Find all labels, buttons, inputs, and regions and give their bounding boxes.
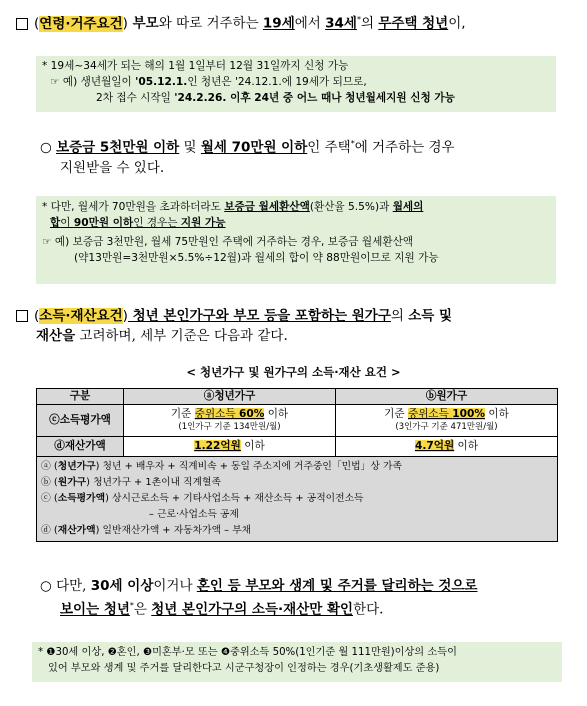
exception-paragraph: ○ 다만, 30세 이상이거나 혼인 등 부모와 생계 및 주거를 달리하는 것으로 보이는 청년*은 청년 본인가구의 소득·재산만 확인한다. (40, 578, 478, 618)
footnote-youth: ⓐ (청년가구) 청년 + 배우자 + 직계비속 + 동일 주소지에 거주중인「민법」상 가족 (41, 461, 402, 472)
table-footnotes (36, 457, 558, 542)
section1-heading: (연령·거주요건) 부모와 따로 거주하는 19세에서 34세*의 무주택 청년이, (16, 10, 576, 34)
age-residence-tag: 연령·거주요건 (39, 15, 123, 32)
exception-note-line1: * ❶30세 이상, ❷혼인, ❸미혼부·모 또는 ❹중위소득 50%(1인기준 월 111만원)이상의 소득이 (38, 647, 457, 658)
exception-note-line2: 있어 부모와 생계 및 주거를 달리한다고 시군구청장이 인정하는 경우(기초생활제도 준용) (48, 663, 440, 674)
table-caption: < 청년가구 및 원가구의 소득·재산 요건 > (186, 365, 401, 379)
rent-note-line4: (약13만원=3천만원×5.5%÷12월)과 월세의 합이 약 88만원이므로 지원 가능 (74, 252, 439, 264)
cell-youth-asset: 1.22억원 이하 (124, 437, 336, 457)
rent-note-line2: 합이 90만원 이하인 경우는 지원 가능 (50, 217, 226, 229)
footnote-income-deduction: – 근로·사업소득 공제 (149, 509, 239, 520)
table-header-youth: ⓐ청년가구 (124, 389, 336, 405)
rent-note-line1: * 다만, 월세가 70만원을 초과하더라도 보증금 월세환산액(환산율 5.5%)과 월세의 (42, 201, 424, 213)
cell-origin-income: 기준 중위소득 100% 이하 (3인가구 기준 471만원/월) (336, 405, 558, 437)
age-note-line3: 2차 접수 시작일 '24.2.26. 이후 24년 중 어느 때나 청년월세지원 신청 가능 (96, 92, 455, 104)
table-header-category: 구분 (37, 389, 124, 405)
table-header-origin: ⓑ원가구 (336, 389, 558, 405)
age-note-line1: * 19세~34세가 되는 해의 1월 1일부터 12월 31일까지 신청 가능 (42, 60, 349, 72)
age-note-line2: ☞ 예) 생년월일이 '05.12.1.인 청년은 '24.12.1.에 19세가 되므로, (50, 76, 367, 88)
row-asset-label: ⓓ재산가액 (37, 437, 124, 457)
exception-note-box (32, 642, 562, 682)
checkbox-icon (16, 310, 28, 322)
section2-heading: (소득·재산요건) 청년 본인가구와 부모 등을 포함하는 원가구의 소득 및 재산을 고려하며, 세부 기준은 다음과 같다. (16, 306, 576, 346)
deposit-rent-paragraph: ○ 보증금 5천만원 이하 및 월세 70만원 이하인 주택*에 거주하는 경우 지원받을 수 있다. (40, 139, 455, 176)
cell-origin-asset: 4.7억원 이하 (336, 437, 558, 457)
row-income-label: ⓒ소득평가액 (37, 405, 124, 437)
cell-youth-income: 기준 중위소득 60% 이하 (1인가구 기준 134만원/월) (124, 405, 336, 437)
age-note-box (36, 56, 556, 112)
checkbox-icon (16, 18, 28, 30)
footnote-origin: ⓑ (원가구) 청년가구 + 1촌이내 직계혈족 (41, 477, 221, 488)
requirements-table (36, 388, 558, 542)
income-asset-tag: 소득·재산요건 (39, 308, 123, 324)
rent-note-box (36, 196, 556, 284)
footnote-asset: ⓓ (재산가액) 일반재산가액 + 자동차가액 – 부채 (41, 525, 252, 536)
footnote-income: ⓒ (소득평가액) 상시근로소득 + 기타사업소득 + 재산소득 + 공적이전소득 (41, 493, 364, 504)
rent-note-line3: ☞ 예) 보증금 3천만원, 월세 75만원인 주택에 거주하는 경우, 보증금 월세환산액 (42, 236, 414, 248)
